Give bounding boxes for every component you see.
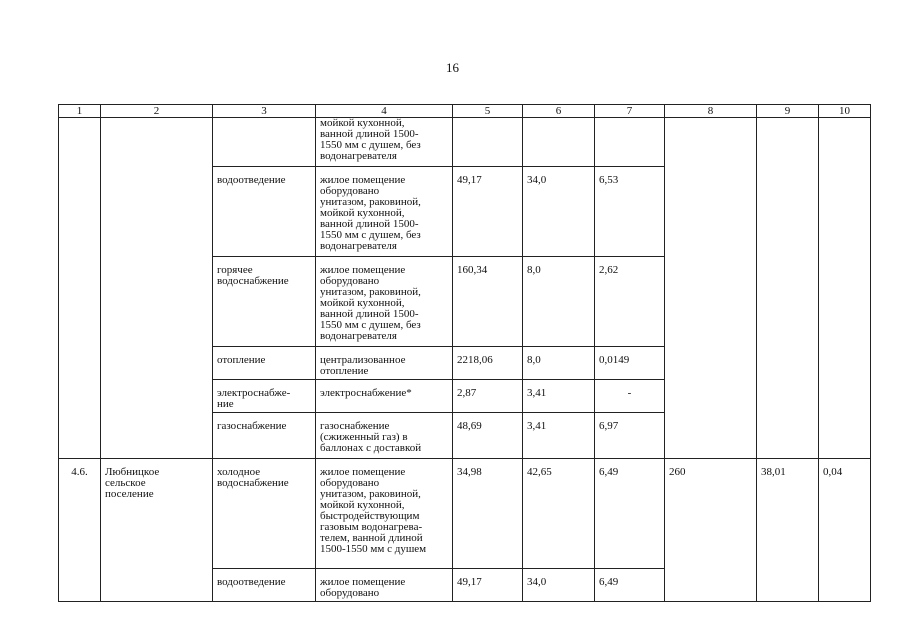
value-cell-5 (453, 118, 523, 167)
value-cell-7: 0,0149 (595, 347, 665, 380)
table-row (59, 459, 871, 569)
value-cell-7: 2,62 (595, 257, 665, 347)
settlement-name-cell: Любницкое сельское поселение (101, 459, 213, 602)
col-header-3: 3 (213, 105, 316, 118)
value-cell-5: 2218,06 (453, 347, 523, 380)
value-cell-10: 0,04 (819, 459, 871, 602)
value-cell-5: 2,87 (453, 380, 523, 413)
value-cell-8 (665, 118, 757, 459)
service-cell: горячее водоснабжение (213, 257, 316, 347)
value-cell-6: 42,65 (523, 459, 595, 569)
value-cell-6: 34,0 (523, 167, 595, 257)
value-cell-6: 3,41 (523, 413, 595, 459)
service-cell: отопление (213, 347, 316, 380)
value-cell-9 (757, 118, 819, 459)
value-cell-6: 8,0 (523, 347, 595, 380)
description-cell: жилое помещение оборудовано унитазом, раковиной, мойкой кухонной, ванной длиной 1500- 1550 мм с душем, без водонагревателя (316, 167, 453, 257)
description-cell: централизованное отопление (316, 347, 453, 380)
settlement-number-cell (59, 118, 101, 459)
service-cell: газоснабжение (213, 413, 316, 459)
description-cell: жилое помещение оборудовано (316, 569, 453, 602)
value-cell-9: 38,01 (757, 459, 819, 602)
value-cell-5: 49,17 (453, 569, 523, 602)
tariff-table (58, 104, 871, 602)
col-header-8: 8 (665, 105, 757, 118)
value-cell-6: 3,41 (523, 380, 595, 413)
service-cell (213, 118, 316, 167)
settlement-name-cell (101, 118, 213, 459)
col-header-6: 6 (523, 105, 595, 118)
value-cell-6 (523, 118, 595, 167)
description-cell: электроснабжение* (316, 380, 453, 413)
service-cell: электроснабже- ние (213, 380, 316, 413)
value-cell-10 (819, 118, 871, 459)
value-cell-6: 8,0 (523, 257, 595, 347)
description-cell: мойкой кухонной, ванной длиной 1500- 1550 мм с душем, без водонагревателя (316, 118, 453, 167)
description-cell: жилое помещение оборудовано унитазом, раковиной, мойкой кухонной, быстродействующим газовым водонагрева- телем, ванной длиной 1500-1550 мм с душем (316, 459, 453, 569)
settlement-number-cell: 4.6. (59, 459, 101, 602)
value-cell-7: 6,97 (595, 413, 665, 459)
value-cell-5: 160,34 (453, 257, 523, 347)
value-cell-7: 6,49 (595, 459, 665, 569)
value-cell-7 (595, 118, 665, 167)
description-cell: жилое помещение оборудовано унитазом, раковиной, мойкой кухонной, ванной длиной 1500- 1550 мм с душем, без водонагревателя (316, 257, 453, 347)
value-cell-7: - (595, 380, 665, 413)
page-number: 16 (446, 60, 459, 75)
col-header-10: 10 (819, 105, 871, 118)
value-cell-5: 34,98 (453, 459, 523, 569)
service-cell: холодное водоснабжение (213, 459, 316, 569)
value-cell-5: 48,69 (453, 413, 523, 459)
value-cell-6: 34,0 (523, 569, 595, 602)
col-header-5: 5 (453, 105, 523, 118)
service-cell: водоотведение (213, 569, 316, 602)
value-cell-8: 260 (665, 459, 757, 602)
value-cell-7: 6,49 (595, 569, 665, 602)
description-cell: газоснабжение (сжиженный газ) в баллонах с доставкой (316, 413, 453, 459)
table-row (59, 118, 871, 167)
col-header-9: 9 (757, 105, 819, 118)
col-header-2: 2 (101, 105, 213, 118)
column-header-row (59, 105, 871, 118)
col-header-7: 7 (595, 105, 665, 118)
col-header-4: 4 (316, 105, 453, 118)
col-header-1: 1 (59, 105, 101, 118)
service-cell: водоотведение (213, 167, 316, 257)
value-cell-5: 49,17 (453, 167, 523, 257)
value-cell-7: 6,53 (595, 167, 665, 257)
